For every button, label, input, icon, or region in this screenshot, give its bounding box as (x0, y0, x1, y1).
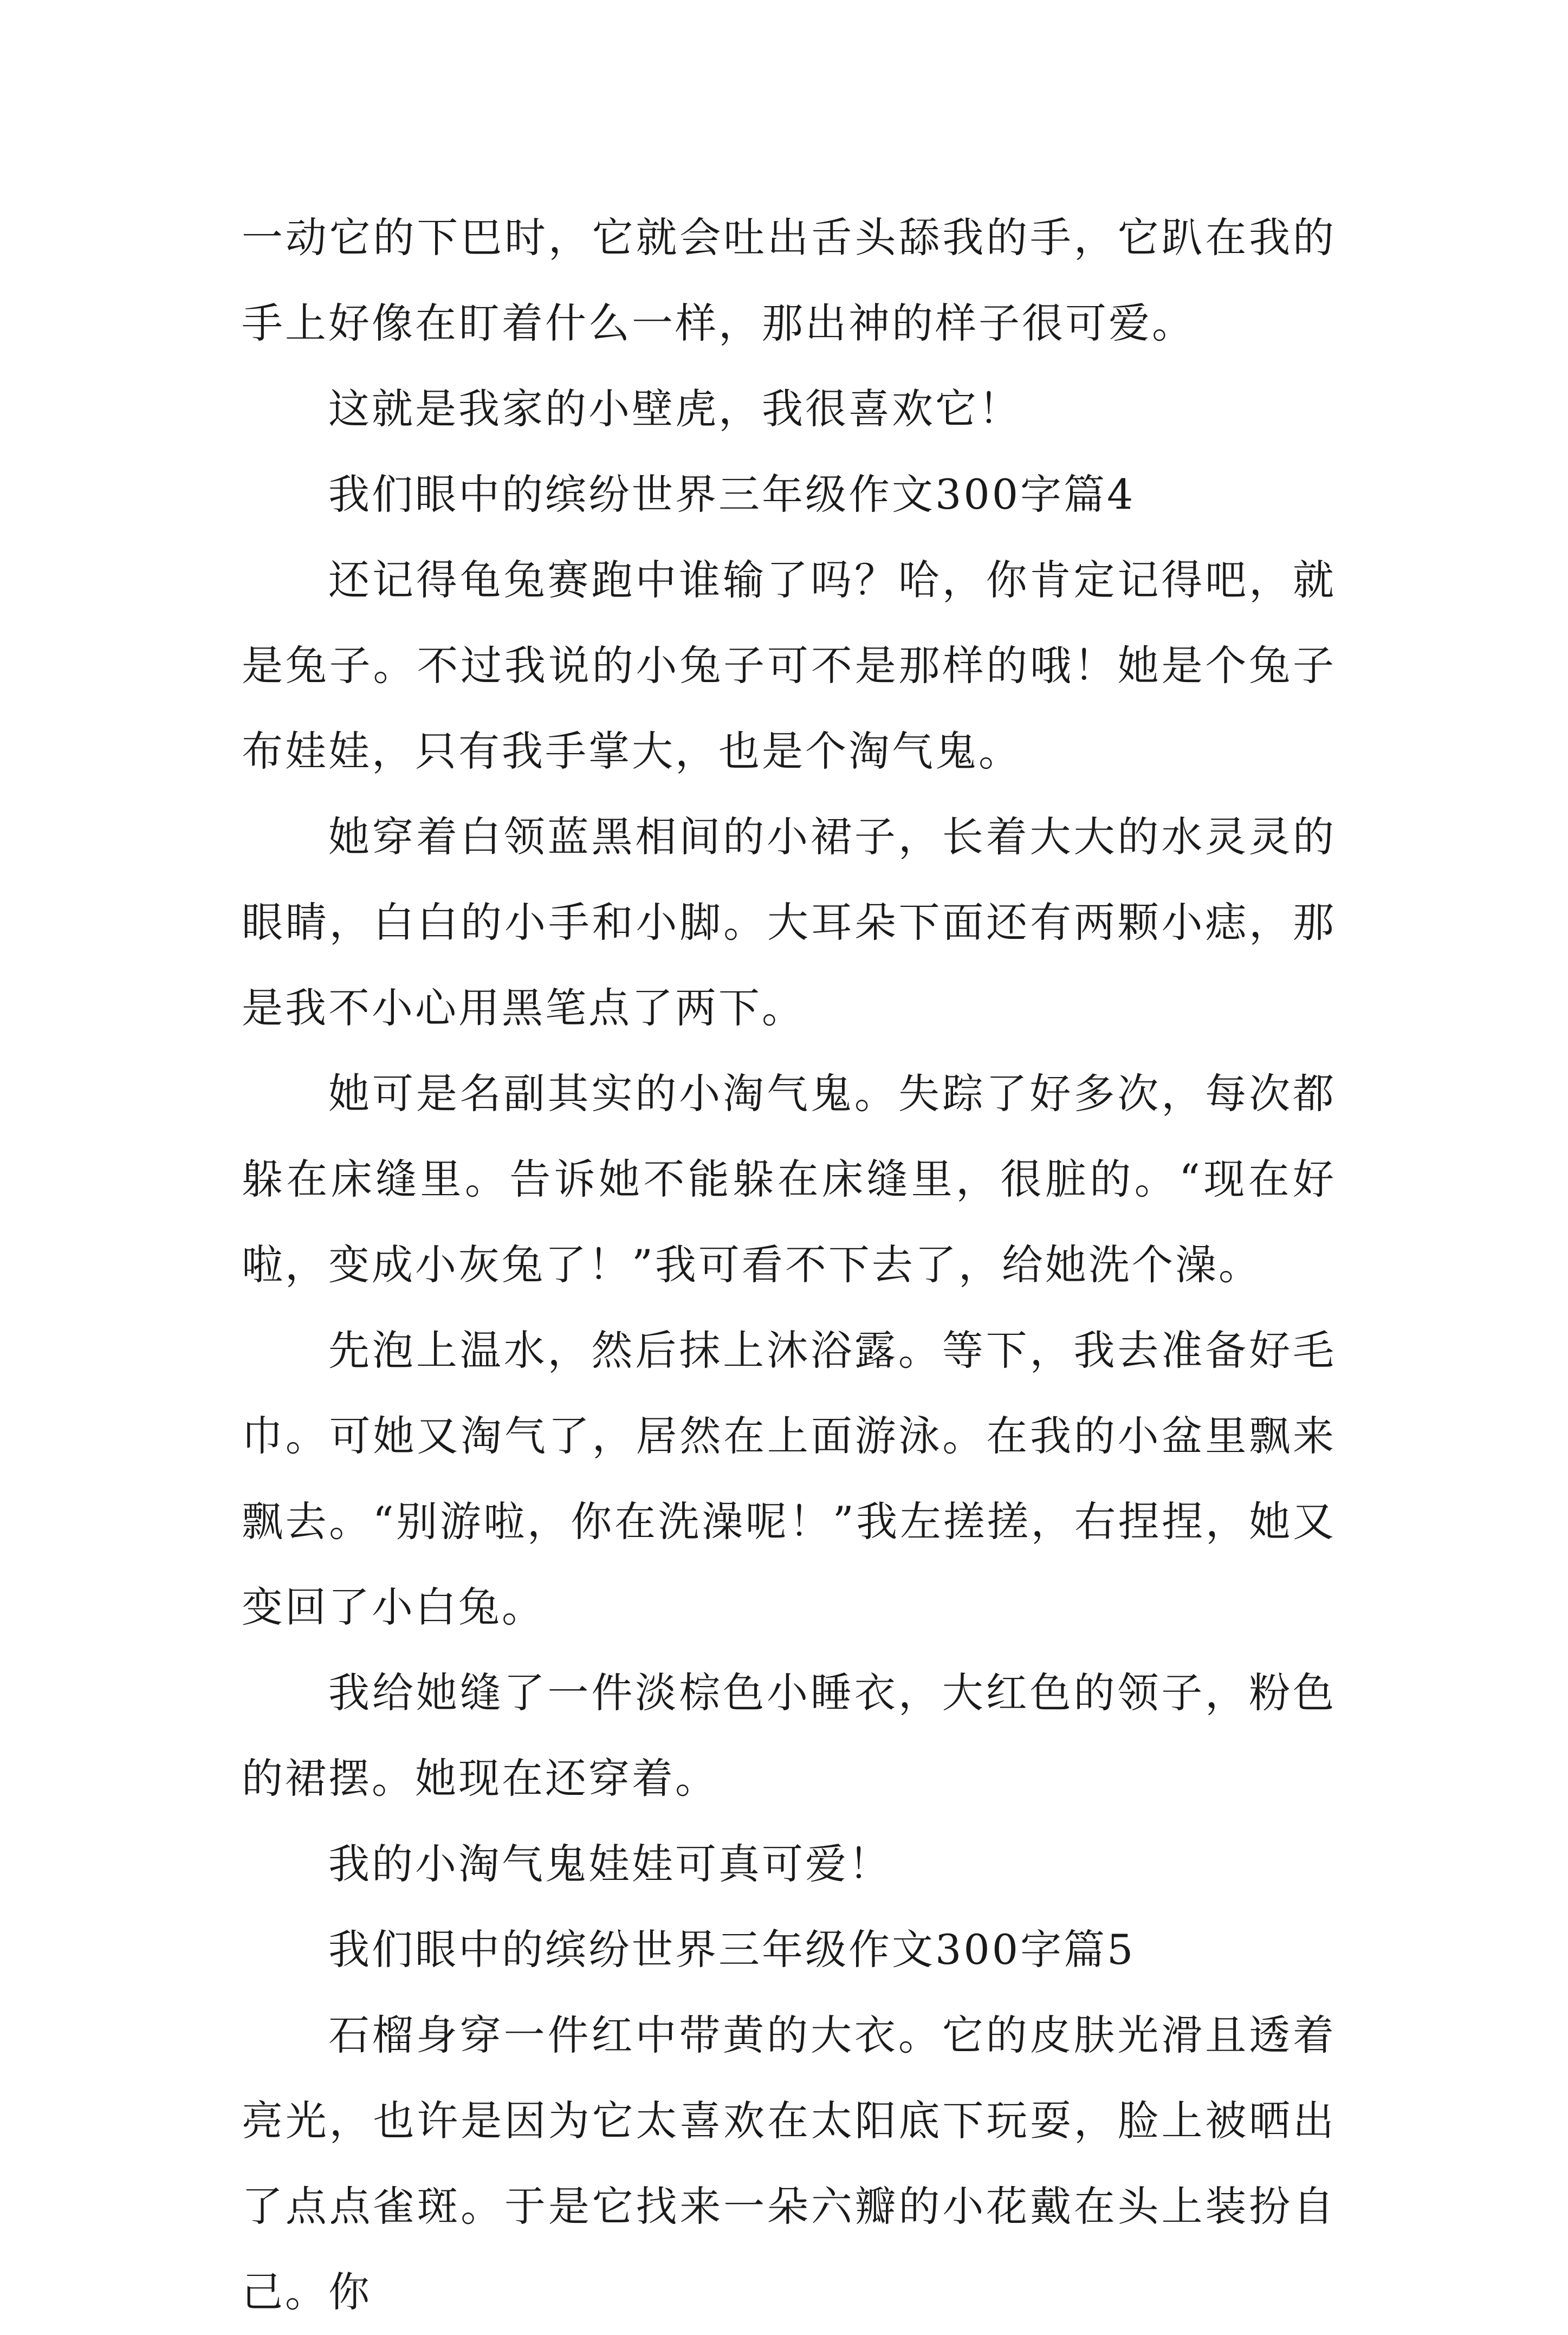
paragraph-5: 她穿着白领蓝黑相间的小裙子，长着大大的水灵灵的眼睛，白白的小手和小脚。大耳朵下面还有两颗小痣，那是我不小心用黑笔点了两下。 (242, 813, 1336, 1032)
section-heading-4: 我们眼中的缤纷世界三年级作文300字篇4 (328, 470, 1136, 518)
paragraph-1: 一动它的下巴时，它就会吐出舌头舔我的手，它趴在我的手上好像在盯着什么一样，那出神的样子很可爱。 (242, 213, 1336, 347)
paragraph-4: 还记得龟兔赛跑中谁输了吗？哈，你肯定记得吧，就是兔子。不过我说的小兔子可不是那样的哦！她是个兔子布娃娃，只有我手掌大，也是个淘气鬼。 (242, 556, 1336, 775)
paragraph-6: 她可是名副其实的小淘气鬼。失踪了好多次，每次都躲在床缝里。告诉她不能躲在床缝里，很脏的。“现在好啦，变成小灰兔了！”我可看不下去了，给她洗个澡。 (242, 1069, 1336, 1289)
paragraph-2: 这就是我家的小壁虎，我很喜欢它！ (328, 385, 1022, 433)
paragraph-7: 先泡上温水，然后抹上沐浴露。等下，我去准备好毛巾。可她又淘气了，居然在上面游泳。在我的小盆里飘来飘去。“别游啦，你在洗澡呢！”我左搓搓，右捏捏，她又变回了小白兔。 (242, 1326, 1336, 1631)
document-body (242, 195, 1336, 2335)
paragraph-11: 石榴身穿一件红中带黄的大衣。它的皮肤光滑且透着亮光，也许是因为它太喜欢在太阳底下玩耍，脸上被晒出了点点雀斑。于是它找来一朵六瓣的小花戴在头上装扮自己。你 (242, 2011, 1336, 2316)
paragraph-8: 我给她缝了一件淡棕色小睡衣，大红色的领子，粉色的裙摆。她现在还穿着。 (242, 1669, 1336, 1802)
paragraph-9: 我的小淘气鬼娃娃可真可爱！ (328, 1840, 892, 1888)
section-heading-5: 我们眼中的缤纷世界三年级作文300字篇5 (328, 1925, 1136, 1974)
